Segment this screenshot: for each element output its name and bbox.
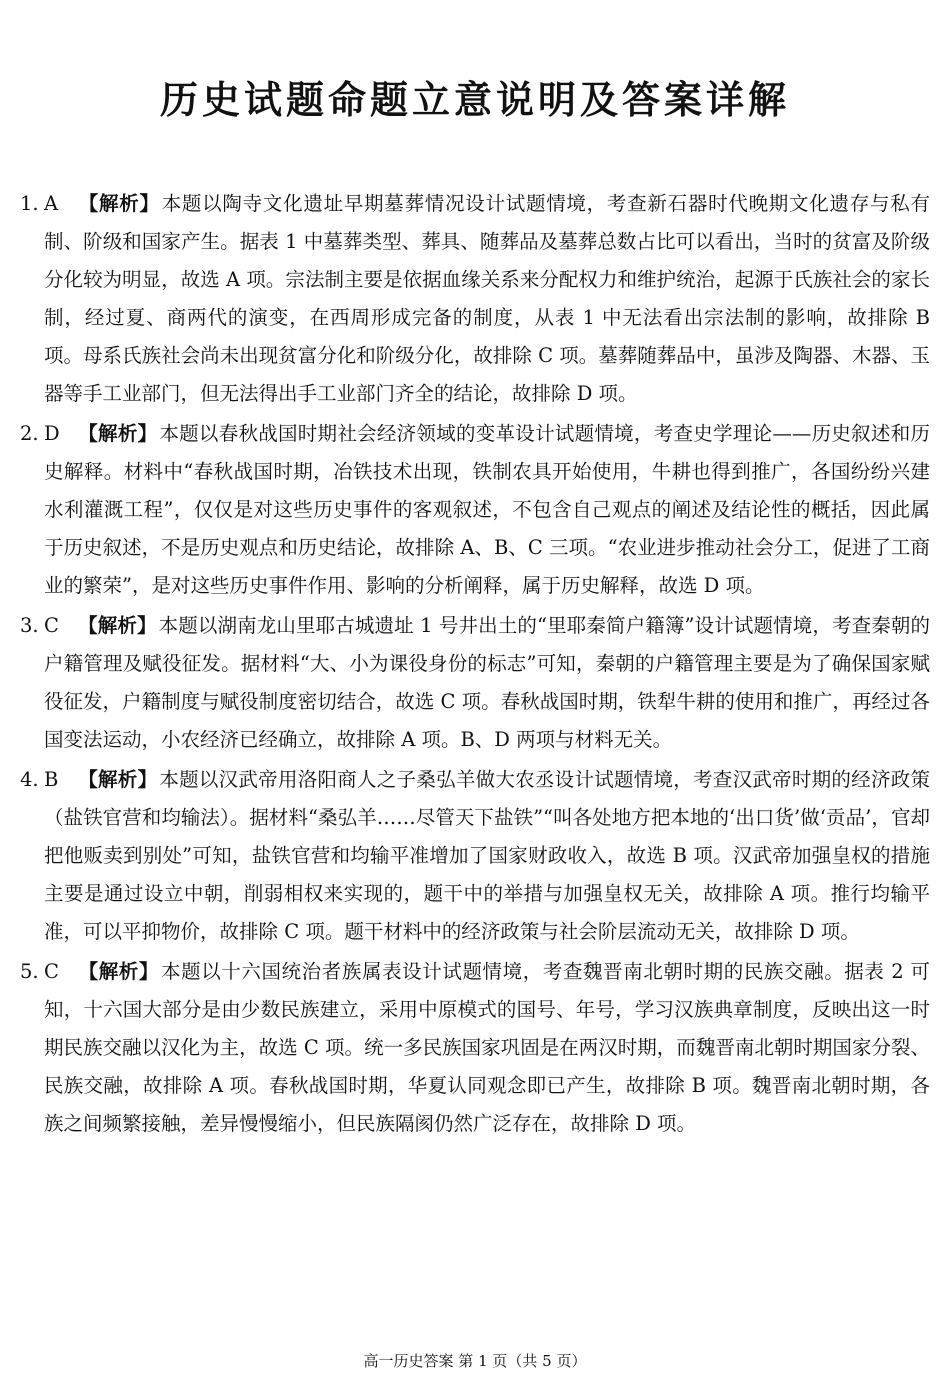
answer-item-2 bbox=[20, 415, 930, 605]
answer-item-1 bbox=[20, 185, 930, 413]
answer-item-4 bbox=[20, 761, 930, 951]
answer-list bbox=[20, 185, 930, 1145]
analysis-text: 本题以陶寺文化遗址早期墓葬情况设计试题情境，考查新石器时代晚期文化遗存与私有制、阶级和国家产生。据表 1 中墓葬类型、葬具、随葬品及墓葬总数占比可以看出，当时的贫富及阶级分化较为明显，故选 A 项。宗法制主要是依据血缘关系来分配权力和维护统治，起源于氏族社会的家长制，经过夏、商两代的演变，在西周形成完备的制度，从表 1 中无法看出宗法制的影响，故排除 B 项。母系氏族社会尚未出现贫富分化和阶级分化，故排除 C 项。墓葬随葬品中，虽涉及陶器、木器、玉器等手工业部门，但无法得出手工业部门齐全的结论，故排除 D 项。 bbox=[44, 192, 930, 405]
analysis-tag: 【解析】 bbox=[78, 422, 158, 445]
item-number: 4. bbox=[20, 768, 39, 791]
answer-choice: C bbox=[44, 960, 59, 983]
answer-choice: D bbox=[44, 422, 60, 445]
analysis-text: 本题以春秋战国时期社会经济领域的变革设计试题情境，考查史学理论——历史叙述和历史解释。材料中“春秋战国时期，冶铁技术出现，铁制农具开始使用，牛耕也得到推广，各国纷纷兴建水利灌溉工程”，仅仅是对这些历史事件的客观叙述，不包含自己观点的阐述及结论性的概括，因此属于历史叙述，不是历史观点和历史结论，故排除 A、B、C 三项。“农业进步推动社会分工，促进了工商业的繁荣”，是对这些历史事件作用、影响的分析阐释，属于历史解释，故选 D 项。 bbox=[44, 422, 930, 597]
answer-choice: C bbox=[44, 614, 59, 637]
analysis-text: 本题以汉武帝用洛阳商人之子桑弘羊做大农丞设计试题情境，考查汉武帝时期的经济政策（盐铁官营和均输法）。据材料“桑弘羊……尽管天下盐铁”“叫各处地方把本地的‘出口货’做‘贡品’，官却把他贩卖到别处”可知，盐铁官营和均输平准增加了国家财政收入，故选 B 项。汉武帝加强皇权的措施主要是通过设立中朝，削弱相权来实现的，题干中的举措与加强皇权无关，故排除 A 项。推行均输平准，可以平抑物价，故排除 C 项。题干材料中的经济政策与社会阶层流动无关，故排除 D 项。 bbox=[44, 768, 930, 943]
analysis-text: 本题以湖南龙山里耶古城遗址 1 号井出土的“里耶秦简户籍簿”设计试题情境，考查秦朝的户籍管理及赋役征发。据材料“大、小为课役身份的标志”可知，秦朝的户籍管理主要是为了确保国家赋役征发，户籍制度与赋役制度密切结合，故选 C 项。春秋战国时期，铁犁牛耕的使用和推广，再经过各国变法运动，小农经济已经确立，故排除 A 项。B、D 两项与材料无关。 bbox=[44, 614, 930, 751]
answer-item-3 bbox=[20, 607, 930, 759]
analysis-tag: 【解析】 bbox=[78, 768, 158, 791]
answer-choice: B bbox=[44, 768, 59, 791]
answer-item-5 bbox=[20, 953, 930, 1143]
page-title: 历史试题命题立意说明及答案详解 bbox=[159, 78, 790, 122]
item-number: 3. bbox=[20, 614, 39, 637]
analysis-tag: 【解析】 bbox=[78, 960, 159, 983]
page-footer: 高一历史答案 第 1 页（共 5 页） bbox=[363, 1352, 587, 1370]
item-number: 5. bbox=[20, 960, 39, 983]
item-number: 1. bbox=[20, 192, 39, 215]
analysis-tag: 【解析】 bbox=[78, 192, 160, 215]
analysis-text: 本题以十六国统治者族属表设计试题情境，考查魏晋南北朝时期的民族交融。据表 2 可知，十六国大部分是由少数民族建立，采用中原模式的国号、年号，学习汉族典章制度，反映出这一时期民族交融以汉化为主，故选 C 项。统一多民族国家巩固是在两汉时期，而魏晋南北朝时期国家分裂、民族交融，故排除 A 项。春秋战国时期，华夏认同观念即已产生，故排除 B 项。魏晋南北朝时期，各族之间频繁接触，差异慢慢缩小，但民族隔阂仍然广泛存在，故排除 D 项。 bbox=[44, 960, 930, 1135]
item-number: 2. bbox=[20, 422, 39, 445]
answer-choice: A bbox=[44, 192, 59, 215]
analysis-tag: 【解析】 bbox=[78, 614, 157, 637]
